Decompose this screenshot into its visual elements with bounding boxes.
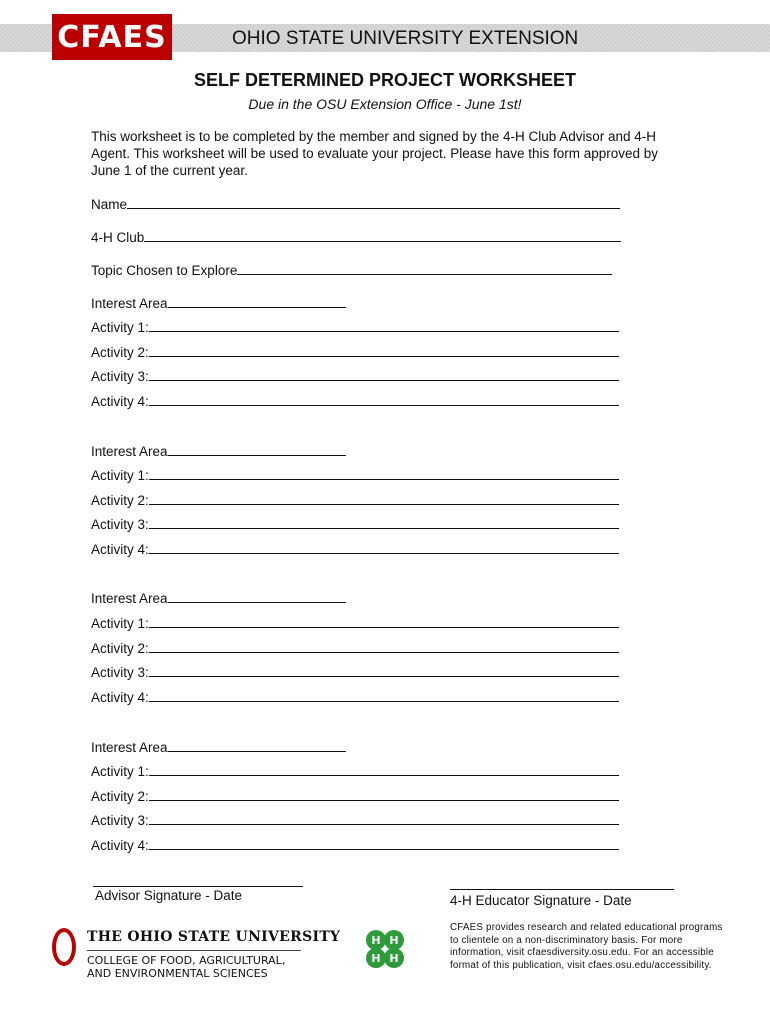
activity-field[interactable] xyxy=(91,541,619,557)
activity-field[interactable] xyxy=(91,319,619,335)
activity-line[interactable] xyxy=(149,344,619,357)
name-field[interactable] xyxy=(91,196,620,212)
intro-paragraph: This worksheet is to be completed by the member and signed by the 4-H Club Advisor and 4-H Agent. This worksheet will be used to evaluate your project. Please have this form approved by June 1 of the current year. xyxy=(91,129,659,178)
activity-label: Activity 1: xyxy=(91,616,149,631)
activity-label: Activity 2: xyxy=(91,345,149,360)
club-label: 4-H Club xyxy=(91,230,145,245)
activity-label: Activity 3: xyxy=(91,517,149,532)
activity-field[interactable] xyxy=(91,664,619,680)
activity-field[interactable] xyxy=(91,467,619,483)
divider xyxy=(87,950,301,951)
activity-line[interactable] xyxy=(149,516,619,529)
activity-label: Activity 1: xyxy=(91,764,149,779)
advisor-signature-label: Advisor Signature - Date xyxy=(95,888,243,903)
topic-field[interactable] xyxy=(91,262,612,278)
club-field[interactable] xyxy=(91,229,621,245)
activity-line[interactable] xyxy=(149,689,619,702)
activity-label: Activity 1: xyxy=(91,320,149,335)
header-title: OHIO STATE UNIVERSITY EXTENSION xyxy=(232,28,579,49)
activity-label: Activity 1: xyxy=(91,468,149,483)
interest-area-field[interactable] xyxy=(91,739,346,755)
activity-line[interactable] xyxy=(149,615,619,628)
activity-label: Activity 4: xyxy=(91,690,149,705)
university-name: THE OHIO STATE UNIVERSITY xyxy=(87,929,341,945)
activity-label: Activity 2: xyxy=(91,641,149,656)
clover-letter: H xyxy=(389,934,399,947)
clover-letter: H xyxy=(371,952,381,965)
activity-line[interactable] xyxy=(149,541,619,554)
nondiscrimination-statement: CFAES provides research and related educational programs to clientele on a non-discriminatory basis. For more information, visit cfaesdiversity.osu.edu. For an accessible format of this publication, visit cfaes.osu.edu/accessibility. xyxy=(450,922,723,971)
activity-line[interactable] xyxy=(149,763,619,776)
activity-line[interactable] xyxy=(149,788,619,801)
activity-field[interactable] xyxy=(91,344,619,360)
activity-label: Activity 2: xyxy=(91,493,149,508)
activity-line[interactable] xyxy=(149,492,619,505)
clover-letter: H xyxy=(371,934,381,947)
activity-field[interactable] xyxy=(91,763,619,779)
activity-field[interactable] xyxy=(91,837,619,853)
interest-area-label: Interest Area xyxy=(91,444,168,459)
osu-block-o-logo xyxy=(52,928,76,966)
educator-signature-label: 4-H Educator Signature - Date xyxy=(450,893,632,908)
activity-label: Activity 3: xyxy=(91,665,149,680)
activity-field[interactable] xyxy=(91,516,619,532)
document-title: SELF DETERMINED PROJECT WORKSHEET xyxy=(193,70,577,90)
activity-field[interactable] xyxy=(91,393,619,409)
interest-area-line[interactable] xyxy=(168,739,346,752)
educator-signature-line[interactable] xyxy=(450,889,674,890)
interest-area-label: Interest Area xyxy=(91,740,168,755)
activity-label: Activity 2: xyxy=(91,789,149,804)
activity-line[interactable] xyxy=(149,837,619,850)
cfaes-logo: CFAES xyxy=(52,14,172,60)
activity-field[interactable] xyxy=(91,615,619,631)
activity-label: Activity 3: xyxy=(91,813,149,828)
college-name xyxy=(87,954,285,980)
activity-field[interactable] xyxy=(91,492,619,508)
advisor-signature-line[interactable] xyxy=(93,886,303,887)
name-line[interactable] xyxy=(127,196,620,209)
name-label: Name xyxy=(91,197,128,212)
activity-label: Activity 4: xyxy=(91,838,149,853)
club-line[interactable] xyxy=(144,229,621,242)
college-line-1: COLLEGE OF FOOD, AGRICULTURAL, xyxy=(87,954,286,967)
activity-line[interactable] xyxy=(149,368,619,381)
interest-area-line[interactable] xyxy=(168,295,346,308)
activity-line[interactable] xyxy=(149,319,619,332)
clover-letter: H xyxy=(389,952,399,965)
activity-line[interactable] xyxy=(149,640,619,653)
college-line-2: AND ENVIRONMENTAL SCIENCES xyxy=(87,967,268,980)
activity-field[interactable] xyxy=(91,788,619,804)
activity-line[interactable] xyxy=(149,664,619,677)
activity-field[interactable] xyxy=(91,812,619,828)
interest-area-field[interactable] xyxy=(91,295,346,311)
4h-clover-icon xyxy=(360,924,410,974)
document-subtitle: Due in the OSU Extension Office - June 1st! xyxy=(248,96,522,112)
interest-area-label: Interest Area xyxy=(91,296,168,311)
activity-field[interactable] xyxy=(91,368,619,384)
activity-field[interactable] xyxy=(91,640,619,656)
activity-line[interactable] xyxy=(149,812,619,825)
activity-field[interactable] xyxy=(91,689,619,705)
activity-label: Activity 4: xyxy=(91,394,149,409)
activity-label: Activity 3: xyxy=(91,369,149,384)
interest-area-label: Interest Area xyxy=(91,591,168,606)
activity-line[interactable] xyxy=(149,467,619,480)
topic-label: Topic Chosen to Explore xyxy=(91,263,238,278)
interest-area-field[interactable] xyxy=(91,443,346,459)
activity-line[interactable] xyxy=(149,393,619,406)
interest-area-line[interactable] xyxy=(168,590,346,603)
topic-line[interactable] xyxy=(237,262,612,275)
activity-label: Activity 4: xyxy=(91,542,149,557)
interest-area-field[interactable] xyxy=(91,590,346,606)
interest-area-line[interactable] xyxy=(168,443,346,456)
